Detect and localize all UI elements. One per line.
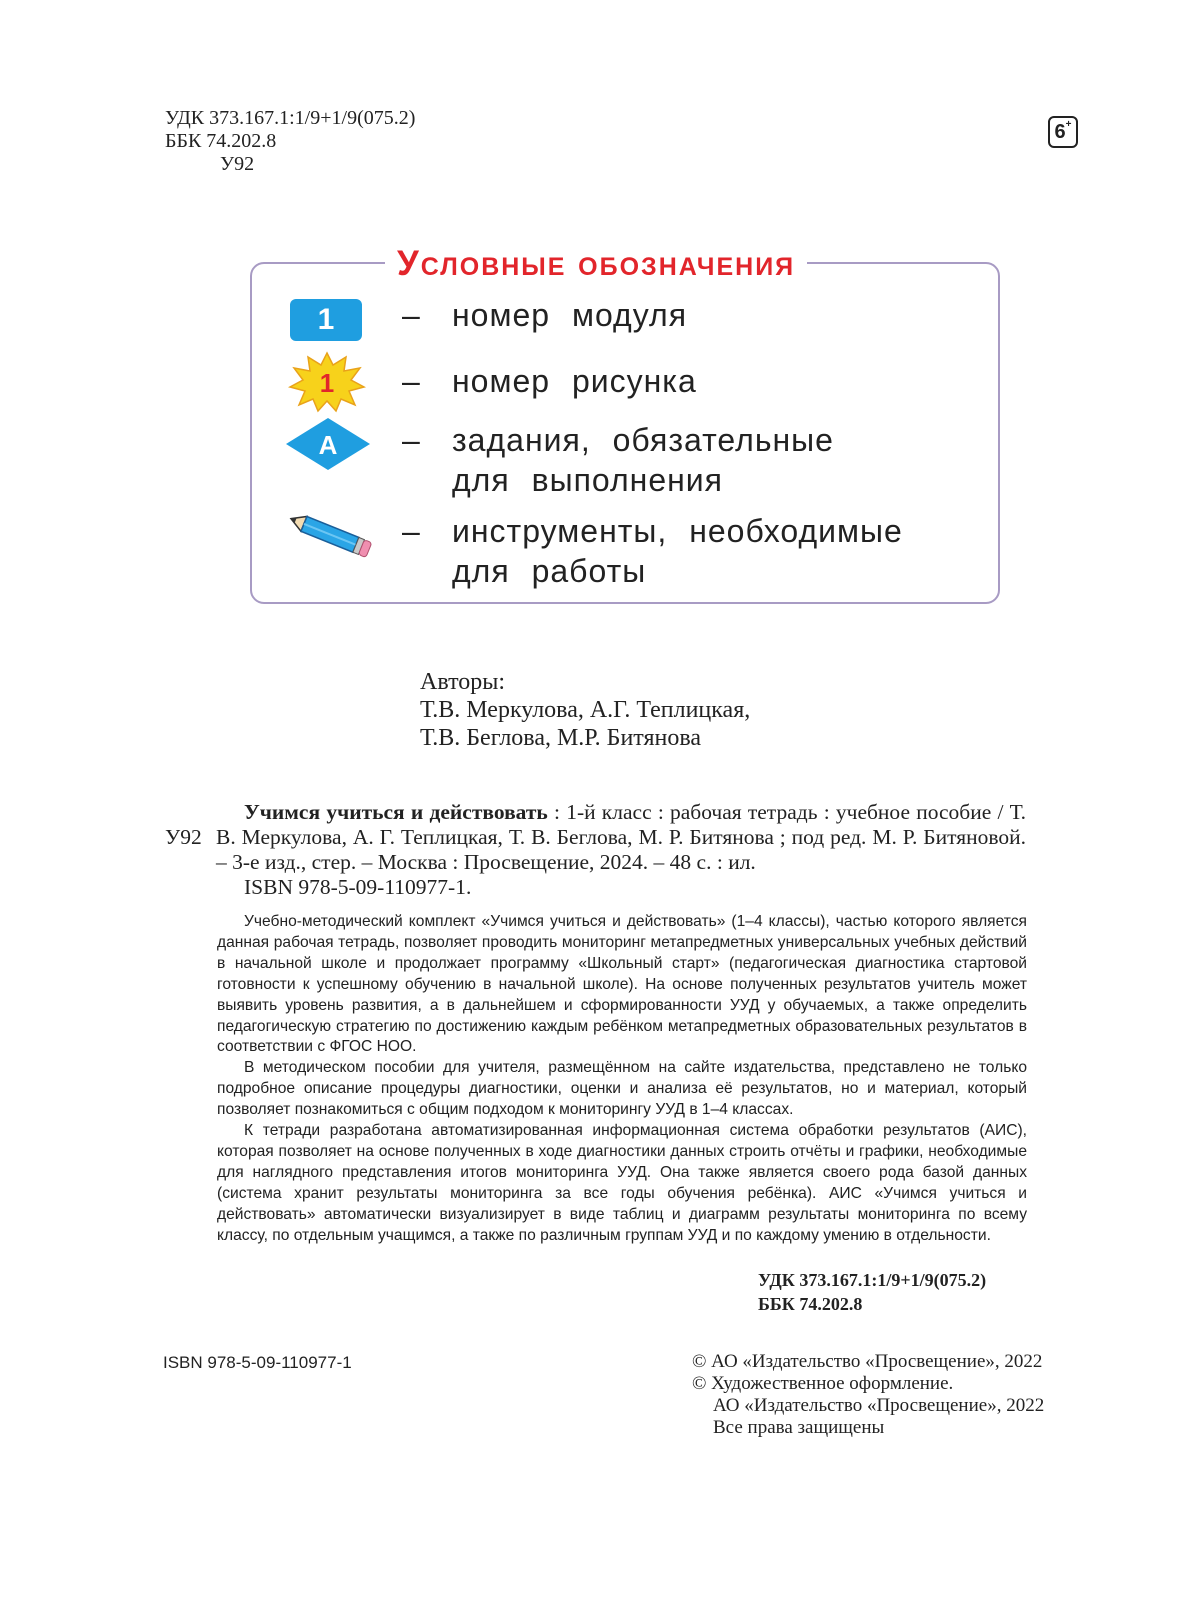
picture-number-star-icon <box>288 351 366 413</box>
legend-text: инструменты, необходимые для работы <box>452 513 903 589</box>
biblio-isbn: ISBN 978-5-09-110977-1. <box>244 875 472 899</box>
copyright-line: Все права защищены <box>713 1417 885 1438</box>
authors-label: Авторы: <box>420 669 506 695</box>
legend-title: Условные обозначения <box>385 240 807 288</box>
authors-line: Т.В. Меркулова, А.Г. Теплицкая, <box>420 697 751 723</box>
classification-codes <box>165 107 415 176</box>
legend-text: номер рисунка <box>452 363 697 399</box>
author-mark: У92 <box>220 153 255 175</box>
legend-dash: – <box>402 513 420 549</box>
biblio-code: У92 <box>165 825 202 849</box>
legend-text: номер модуля <box>452 297 688 333</box>
module-number-label: 1 <box>317 303 335 336</box>
age-rating-badge <box>1048 116 1078 148</box>
pencil-icon <box>282 509 376 559</box>
copyright-line: © АО «Издательство «Просвещение», 2022 <box>692 1351 1043 1372</box>
picture-number-label: 1 <box>319 368 335 398</box>
authors-line: Т.В. Беглова, М.Р. Битянова <box>420 725 702 751</box>
bibliographic-record <box>216 800 1026 900</box>
authors-block <box>420 668 750 752</box>
book-title: Учимся учиться и действовать <box>244 800 548 824</box>
copyright-line: © Художественное оформление. <box>692 1373 954 1394</box>
annotation <box>217 912 1027 1247</box>
bbk-code: ББК 74.202.8 <box>758 1294 863 1314</box>
annotation-paragraph: К тетради разработана автоматизированная информационная система обработки результатов (АИС), которая позволяет на основе полученных в ходе диагностики данных строить отчёты и графики, необходимые для наглядного представления итогов мониторинга УУД. Она также является своего рода базой данных (система хранит результаты мониторинга за все годы обучения ребёнка). АИС «Учимся учиться и действовать» автоматически визуализирует в виде таблиц и диаграмм результаты мониторинга по всему классу, по отдельным учащимся, а также по различным группам УУД и по каждому умению в отдельности. <box>217 1122 1027 1244</box>
legend-dash: – <box>402 363 420 399</box>
biblio-description: : 1-й класс : рабочая тетрадь : учебное пособие / Т. В. Меркулова, А. Г. Теплицкая, Т. В. Беглова, М. Р. Битянова ; под ред. М. Р. Битяновой. – 3-е изд., стер. – Москва : Просвещение, 2024. – 48 с. : ил. <box>216 800 1026 874</box>
udk-code: УДК 373.167.1:1/9+1/9(075.2) <box>165 107 416 129</box>
legend-row-picture <box>288 361 988 407</box>
module-number-icon <box>290 299 362 341</box>
legend-dash: – <box>402 422 420 458</box>
annotation-paragraph: Учебно-методический комплект «Учимся учиться и действовать» (1–4 классы), частью которого является данная рабочая тетрадь, позволяет проводить мониторинг метапредметных универсальных учебных действий в начальной школе и продолжает программу «Школьный старт» (педагогическая диагностика стартовой готовности к успешному обучению в начальной школе). На основе полученных результатов учитель может выявить уровень развития, а в дальнейшем и сформированности УУД у обучаемых, а также определить педагогическую стратегию по достижению каждым ребёнком метапредметных образовательных результатов в соответствии с ФГОС НОО. <box>217 913 1027 1056</box>
udk-code: УДК 373.167.1:1/9+1/9(075.2) <box>758 1270 987 1290</box>
legend-row-task <box>288 420 988 510</box>
legend-row-module <box>288 295 988 341</box>
isbn-bottom: ISBN 978-5-09-110977-1 <box>163 1353 352 1372</box>
copyright-line: АО «Издательство «Просвещение», 2022 <box>713 1395 1045 1416</box>
copyright-block <box>692 1351 1044 1439</box>
legend-dash: – <box>402 297 420 333</box>
annotation-paragraph: В методическом пособии для учителя, размещённом на сайте издательства, представлено не только подробное описание процедуры диагностики, оценки и анализа её результатов, но и материал, который позволяет познакомиться с общим подходом к мониторингу УУД в 1–4 классах. <box>217 1059 1027 1119</box>
age-rating-plus: + <box>1065 119 1072 130</box>
legend-text: задания, обязательные для выполнения <box>452 422 834 498</box>
legend-row-tools <box>288 511 988 601</box>
bbk-code: ББК 74.202.8 <box>165 130 277 152</box>
task-icon-label: А <box>318 430 338 460</box>
required-task-diamond-icon <box>282 416 374 472</box>
age-rating-value: 6 <box>1054 121 1066 143</box>
bottom-classification-codes <box>758 1268 986 1316</box>
